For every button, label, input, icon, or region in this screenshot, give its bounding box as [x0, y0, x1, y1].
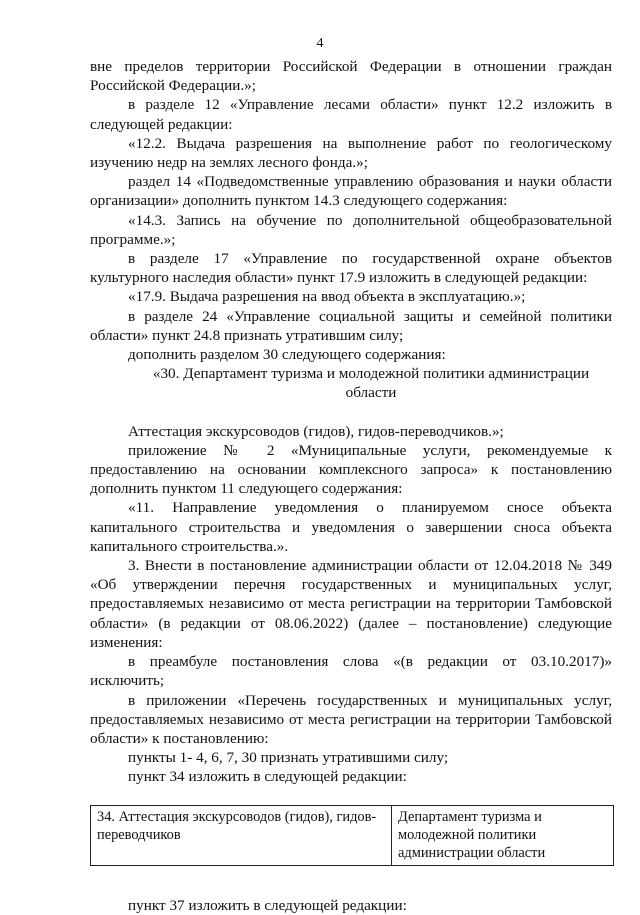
paragraph: в преамбуле постановления слова «(в редакции от 03.10.2017)» исключить;	[90, 653, 612, 690]
document-body	[90, 57, 612, 915]
paragraph: «14.3. Запись на обучение по дополнительной общеобразовательной программе.»;	[90, 211, 612, 248]
paragraph: «17.9. Выдача разрешения на ввод объекта в эксплуатацию.»;	[128, 288, 526, 306]
paragraph: в разделе 12 «Управление лесами области» пункт 12.2 изложить в следующей редакции:	[90, 96, 612, 133]
paragraph: в приложении «Перечень государственных и муниципальных услуг, предоставляемых независимо от места регистрации на территории Тамбовской области» к постановлению:	[90, 691, 612, 747]
paragraph: раздел 14 «Подведомственные управлению образования и науки области организации» дополнить пунктом 14.3 следующего содержания:	[90, 173, 612, 210]
paragraph: дополнить разделом 30 следующего содержания:	[128, 346, 446, 364]
spacer	[90, 403, 612, 422]
services-table	[90, 805, 614, 866]
paragraph: «12.2. Выдача разрешения на выполнение работ по геологическому изучению недр на землях лесного фонда.»;	[90, 134, 612, 172]
paragraph: 3. Внести в постановление администрации области от 12.04.2018 № 349 «Об утверждении перечня государственных и муниципальных услуг, предоставляемых независимо от места регистрации на территории Тамбовской области» (в редакции от 08.06.2022) (далее – постановление) следующие изменения:	[90, 557, 612, 651]
paragraph: вне пределов территории Российской Федерации в отношении граждан Российской Федерации.»;	[90, 58, 612, 95]
paragraph: пункт 34 изложить в следующей редакции:	[128, 768, 407, 786]
paragraph: пункт 37 изложить в следующей редакции:	[128, 896, 407, 914]
paragraph: в разделе 17 «Управление по государственной охране объектов культурного наследия области» пункт 17.9 изложить в следующей редакции:	[90, 250, 612, 287]
paragraph: приложение № 2 «Муниципальные услуги, рекомендуемые к предоставлению на основании комплексного запроса» к постановлению дополнить пунктом 11 следующего содержания:	[90, 441, 612, 498]
paragraph: пункты 1- 4, 6, 7, 30 признать утратившими силу;	[128, 749, 449, 767]
page-number: 4	[316, 36, 324, 51]
table-row	[91, 805, 614, 865]
paragraph: «11. Направление уведомления о планируемом сносе объекта капитального строительства и уведомления о завершении сноса объекта капитального строительства.».	[90, 499, 612, 555]
section-heading: «30. Департамент туризма и молодежной политики администрации области	[152, 365, 590, 402]
table-cell-service: 34. Аттестация экскурсоводов (гидов), гидов-переводчиков	[91, 805, 392, 865]
paragraph: Аттестация экскурсоводов (гидов), гидов-переводчиков.»;	[128, 422, 504, 440]
table-cell-department: Департамент туризма и молодежной политики администрации области	[392, 805, 614, 865]
paragraph: в разделе 24 «Управление социальной защиты и семейной политики области» пункт 24.8 признать утратившим силу;	[90, 307, 612, 344]
